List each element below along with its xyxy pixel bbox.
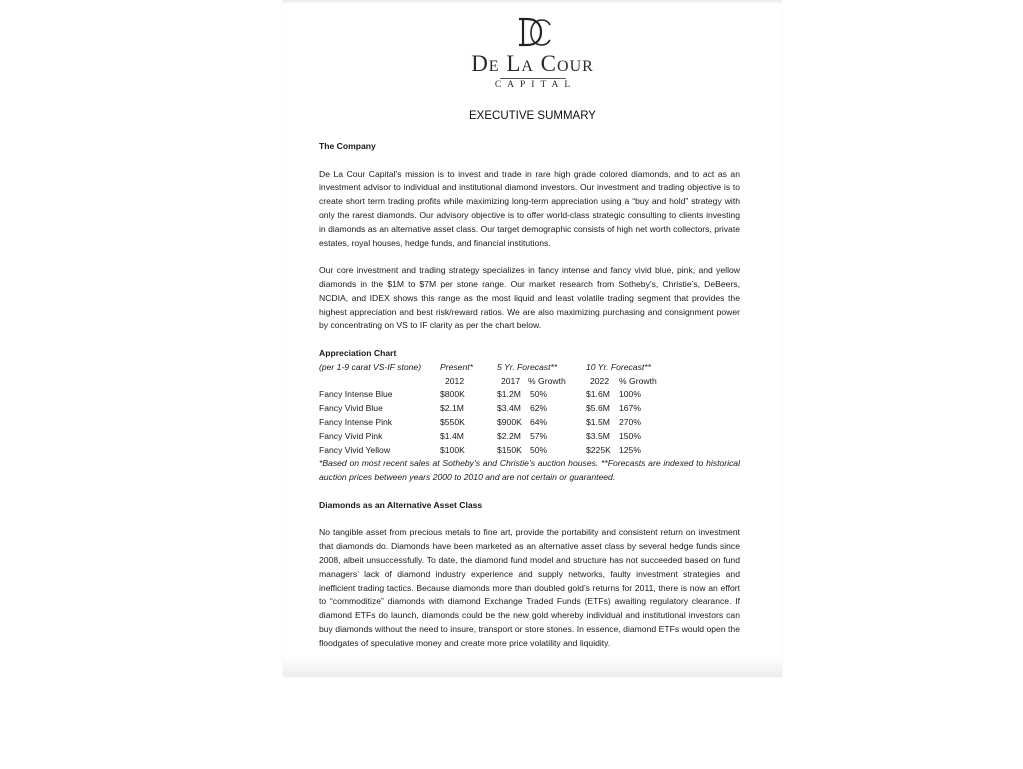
chart-table-row (319, 444, 740, 458)
row-present-value: $1.4M (440, 430, 464, 441)
row-10yr-value: $1.6M (586, 389, 610, 400)
year-5yr: 2017 (501, 375, 521, 386)
appreciation-chart (319, 347, 740, 457)
year-present: 2012 (445, 375, 465, 386)
chart-heading: Appreciation Chart (319, 347, 397, 358)
chart-subheading: (per 1-9 carat VS-IF stone) (319, 361, 422, 372)
row-5yr-value: $2.2M (497, 430, 521, 441)
chart-table-row (319, 402, 740, 416)
row-5yr-value: $1.2M (497, 389, 521, 400)
row-name: Fancy Intense Blue (319, 389, 393, 400)
row-present-value: $100K (440, 444, 465, 455)
col-present-header: Present* (440, 361, 473, 372)
company-heading: The Company (319, 141, 376, 151)
chart-footnote: *Based on most recent sales at Sotheby’s and Christie’s auction houses. **Forecasts are indexed to historical auction prices between years 2000 to 2010 and are not certain or guaranteed. (319, 458, 740, 483)
row-name: Fancy Vivid Pink (319, 430, 383, 441)
row-name: Fancy Vivid Blue (319, 403, 383, 414)
row-5yr-value: $3.4M (497, 403, 521, 414)
logo-name: De La Cour (471, 51, 594, 76)
row-5yr-growth: 62% (530, 403, 548, 414)
page-top-edge (283, 0, 782, 4)
company-logo (283, 16, 782, 91)
chart-table-row (319, 388, 740, 402)
growth-10yr-header: % Growth (619, 375, 657, 386)
col-10yr-header: 10 Yr. Forecast** (586, 361, 651, 372)
year-10yr: 2022 (590, 375, 610, 386)
row-5yr-value: $150K (497, 444, 522, 455)
chart-table-row (319, 430, 740, 444)
row-5yr-growth: 57% (530, 430, 548, 441)
row-10yr-value: $5.6M (586, 403, 610, 414)
col-5yr-header: 5 Yr. Forecast** (497, 361, 558, 372)
row-5yr-growth: 50% (530, 444, 548, 455)
row-10yr-growth: 100% (619, 389, 641, 400)
company-paragraph-1: De La Cour Capital’s mission is to invest and trade in rare high grade colored diamonds, and to act as an investment advisor to individual and institutional diamond investors. Our investment and trading objective is to create short term trading profits while maximizing long-term appreciation using a “buy and hold” strategy with only the rarest diamonds. Our advisory objective is to offer world-class strategic consulting to clients investing in diamonds as an alternative asset class. Our target demographic consists of high net worth collectors, private estates, royal houses, hedge funds, and financial institutions. (319, 168, 740, 248)
row-name: Fancy Intense Pink (319, 416, 393, 427)
row-present-value: $2.1M (440, 403, 464, 414)
alt-asset-paragraph: No tangible asset from precious metals to fine art, provide the portability and consistent return on investment that diamonds do. Diamonds have been marketed as an alternative asset class by several hedge funds since 2008, albeit unsuccessfully. To date, the diamond fund model and structure has not succeeded based on fund managers’ lack of diamond industry experience and supply networks, faulty investment strategies and inefficient trading tactics. Because diamonds more than doubled gold’s returns for 2011, there is now an effort to “commoditize” diamonds with diamond Exchange Traded Funds (ETFs) awaiting regulatory clearance. If diamond ETFs do launch, diamonds could be the new gold whereby individual and institutional investors can buy diamonds without the need to insure, transport or store stones. In essence, diamond ETFs would open the floodgates of speculative money and create more price volatility and liquidity. (319, 527, 740, 648)
growth-5yr-header: % Growth (528, 375, 566, 386)
row-name: Fancy Vivid Yellow (319, 444, 391, 455)
row-present-value: $800K (440, 389, 465, 400)
row-10yr-growth: 270% (619, 416, 641, 427)
row-5yr-value: $900K (497, 416, 522, 427)
company-paragraph-2: Our core investment and trading strategy specializes in fancy intense and fancy vivid blue, pink, and yellow diamonds in the $1M to $7M per stone range. Our market research from Sotheby’s, Christie’s, DeBeers, NCDIA, and IDEX shows this range as the most liquid and least volatile trading segment that provides the highest appreciation and best risk/reward ratios. We are also maximizing purchasing and consignment power by concentrating on VS to IF clarity as per the chart below. (319, 265, 740, 331)
document-page (283, 0, 782, 677)
dc-monogram-icon (513, 16, 553, 48)
row-5yr-growth: 64% (530, 416, 548, 427)
row-present-value: $550K (440, 416, 465, 427)
row-10yr-value: $225K (586, 444, 611, 455)
document-title: EXECUTIVE SUMMARY (469, 110, 596, 122)
row-10yr-growth: 125% (619, 444, 641, 455)
chart-table-row (319, 416, 740, 430)
page-bottom-edge (283, 657, 782, 677)
row-10yr-growth: 167% (619, 403, 641, 414)
logo-subtitle: CAPITAL (494, 80, 577, 90)
document-body (319, 140, 740, 650)
row-10yr-value: $3.5M (586, 430, 610, 441)
alt-asset-heading: Diamonds as an Alternative Asset Class (319, 499, 483, 510)
logo-rule (500, 78, 566, 79)
row-5yr-growth: 50% (530, 389, 548, 400)
row-10yr-growth: 150% (619, 430, 641, 441)
row-10yr-value: $1.5M (586, 416, 610, 427)
